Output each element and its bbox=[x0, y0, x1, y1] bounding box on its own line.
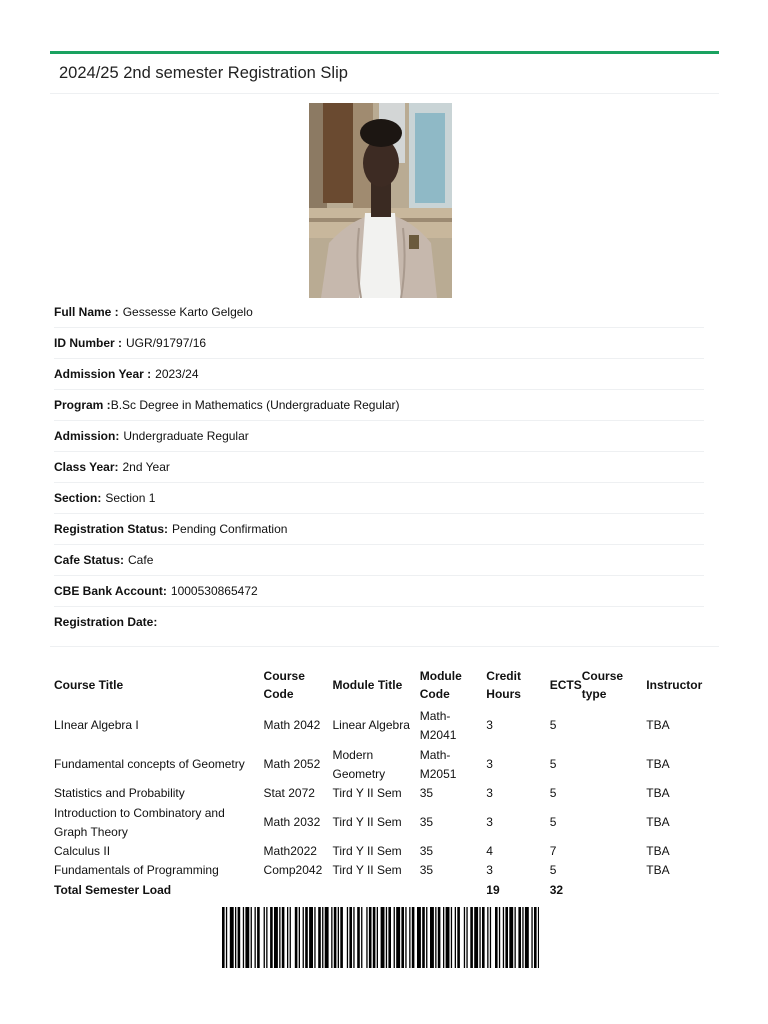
table-header-row bbox=[50, 664, 719, 706]
cell-ects: 5 bbox=[549, 718, 557, 732]
cell-module-title: Linear Algebra bbox=[332, 718, 410, 732]
info-row-registration-status bbox=[54, 514, 704, 545]
column-header-module-code: Module Code bbox=[419, 669, 462, 701]
field-value: Pending Confirmation bbox=[172, 522, 288, 536]
cell-credit-hours: 3 bbox=[486, 863, 493, 877]
cell-module-code: 35 bbox=[419, 863, 434, 877]
cell-instructor: TBA bbox=[646, 757, 670, 771]
info-row-cafe-status bbox=[54, 545, 704, 576]
cell-ects: 5 bbox=[549, 757, 557, 771]
info-row-class-year bbox=[54, 452, 704, 483]
field-value: Cafe bbox=[128, 553, 154, 567]
field-label: Cafe Status: bbox=[54, 553, 125, 567]
field-value: UGR/91797/16 bbox=[126, 336, 207, 350]
cell-course-code: Math 2032 bbox=[263, 815, 321, 829]
cell-ects: 5 bbox=[549, 786, 557, 800]
barcode bbox=[222, 907, 539, 968]
info-row-section bbox=[54, 483, 704, 514]
cell-module-code: Math-M2051 bbox=[419, 747, 457, 781]
field-value: B.Sc Degree in Mathematics (Undergraduate Regular) bbox=[110, 398, 400, 412]
total-credit-hours: 19 bbox=[486, 882, 500, 897]
cell-instructor: TBA bbox=[646, 844, 670, 858]
cell-course-title: Statistics and Probability bbox=[54, 786, 185, 800]
cell-module-code: 35 bbox=[419, 844, 434, 858]
cell-course-code: Math 2052 bbox=[263, 757, 321, 771]
cell-course-code: Stat 2072 bbox=[263, 786, 315, 800]
cell-instructor: TBA bbox=[646, 786, 670, 800]
cell-instructor: TBA bbox=[646, 863, 670, 877]
student-photo-image bbox=[309, 103, 452, 298]
course-table bbox=[50, 664, 719, 900]
column-header-course-type: Course type bbox=[581, 669, 624, 701]
total-label: Total Semester Load bbox=[54, 882, 172, 897]
cell-course-title: LInear Algebra I bbox=[54, 718, 139, 732]
cell-module-code: Math-M2041 bbox=[419, 708, 457, 742]
cell-course-type bbox=[582, 706, 643, 745]
cell-module-title: Tird Y II Sem bbox=[332, 786, 402, 800]
field-value: 1000530865472 bbox=[170, 584, 258, 598]
table-row bbox=[50, 861, 719, 880]
column-header-credit-hours: Credit Hours bbox=[486, 669, 521, 701]
cell-course-code: Comp2042 bbox=[263, 863, 323, 877]
cell-course-title: Calculus II bbox=[54, 844, 111, 858]
field-label: Admission Year : bbox=[54, 367, 152, 381]
total-row bbox=[50, 880, 719, 900]
field-value: 2nd Year bbox=[122, 460, 170, 474]
cell-module-code: 35 bbox=[419, 786, 434, 800]
field-label: Section: bbox=[54, 491, 102, 505]
cell-module-title: Modern Geometry bbox=[332, 747, 386, 781]
info-row-id-number bbox=[54, 328, 704, 359]
cell-course-type bbox=[582, 861, 643, 880]
cell-credit-hours: 4 bbox=[486, 844, 493, 858]
cell-credit-hours: 3 bbox=[486, 815, 493, 829]
info-row-registration-date bbox=[54, 607, 704, 637]
info-row-full-name bbox=[54, 297, 704, 328]
page-title: 2024/25 2nd semester Registration Slip bbox=[59, 64, 348, 82]
field-label: Admission: bbox=[54, 429, 120, 443]
cell-module-code: 35 bbox=[419, 815, 434, 829]
registration-slip-card bbox=[50, 51, 719, 94]
cell-credit-hours: 3 bbox=[486, 718, 493, 732]
cell-course-type bbox=[582, 803, 643, 842]
field-label: Program : bbox=[54, 398, 111, 412]
info-row-admission-year bbox=[54, 359, 704, 390]
cell-module-title: Tird Y II Sem bbox=[332, 815, 402, 829]
field-label: Registration Status: bbox=[54, 522, 169, 536]
cell-course-type bbox=[582, 842, 643, 861]
column-header-module-title: Module Title bbox=[332, 678, 403, 692]
cell-course-code: Math 2042 bbox=[263, 718, 321, 732]
column-header-ects: ECTS bbox=[549, 678, 582, 692]
cell-credit-hours: 3 bbox=[486, 757, 493, 771]
cell-course-title: Fundamentals of Programming bbox=[54, 863, 219, 877]
table-row bbox=[50, 784, 719, 803]
cell-instructor: TBA bbox=[646, 815, 670, 829]
cell-module-title: Tird Y II Sem bbox=[332, 844, 402, 858]
cell-instructor: TBA bbox=[646, 718, 670, 732]
cell-course-code: Math2022 bbox=[263, 844, 317, 858]
column-header-instructor: Instructor bbox=[646, 678, 703, 692]
cell-course-title: Introduction to Combinatory and Graph Theory bbox=[54, 805, 225, 839]
table-row bbox=[50, 842, 719, 861]
student-info bbox=[54, 297, 704, 637]
table-row bbox=[50, 706, 719, 745]
column-header-course-code: Course Code bbox=[263, 669, 305, 701]
cell-course-type bbox=[582, 745, 643, 784]
info-row-program bbox=[54, 390, 704, 421]
field-value: Undergraduate Regular bbox=[123, 429, 249, 443]
field-label: Registration Date: bbox=[54, 615, 158, 629]
column-header-course-title: Course Title bbox=[54, 678, 124, 692]
field-value: Gessesse Karto Gelgelo bbox=[122, 305, 253, 319]
cell-ects: 7 bbox=[549, 844, 557, 858]
field-label: Full Name : bbox=[54, 305, 119, 319]
card-header bbox=[50, 54, 719, 94]
cell-course-type bbox=[582, 784, 643, 803]
cell-module-title: Tird Y II Sem bbox=[332, 863, 402, 877]
student-photo bbox=[309, 103, 452, 298]
info-row-admission bbox=[54, 421, 704, 452]
cell-ects: 5 bbox=[549, 863, 557, 877]
table-row bbox=[50, 745, 719, 784]
field-label: ID Number : bbox=[54, 336, 123, 350]
field-label: CBE Bank Account: bbox=[54, 584, 167, 598]
field-label: Class Year: bbox=[54, 460, 119, 474]
total-ects: 32 bbox=[549, 882, 564, 897]
cell-credit-hours: 3 bbox=[486, 786, 493, 800]
table-row bbox=[50, 803, 719, 842]
info-row-bank-account bbox=[54, 576, 704, 607]
field-value: 2023/24 bbox=[155, 367, 199, 381]
section-divider bbox=[50, 646, 719, 647]
cell-course-title: Fundamental concepts of Geometry bbox=[54, 757, 245, 771]
field-value: Section 1 bbox=[105, 491, 156, 505]
cell-ects: 5 bbox=[549, 815, 557, 829]
